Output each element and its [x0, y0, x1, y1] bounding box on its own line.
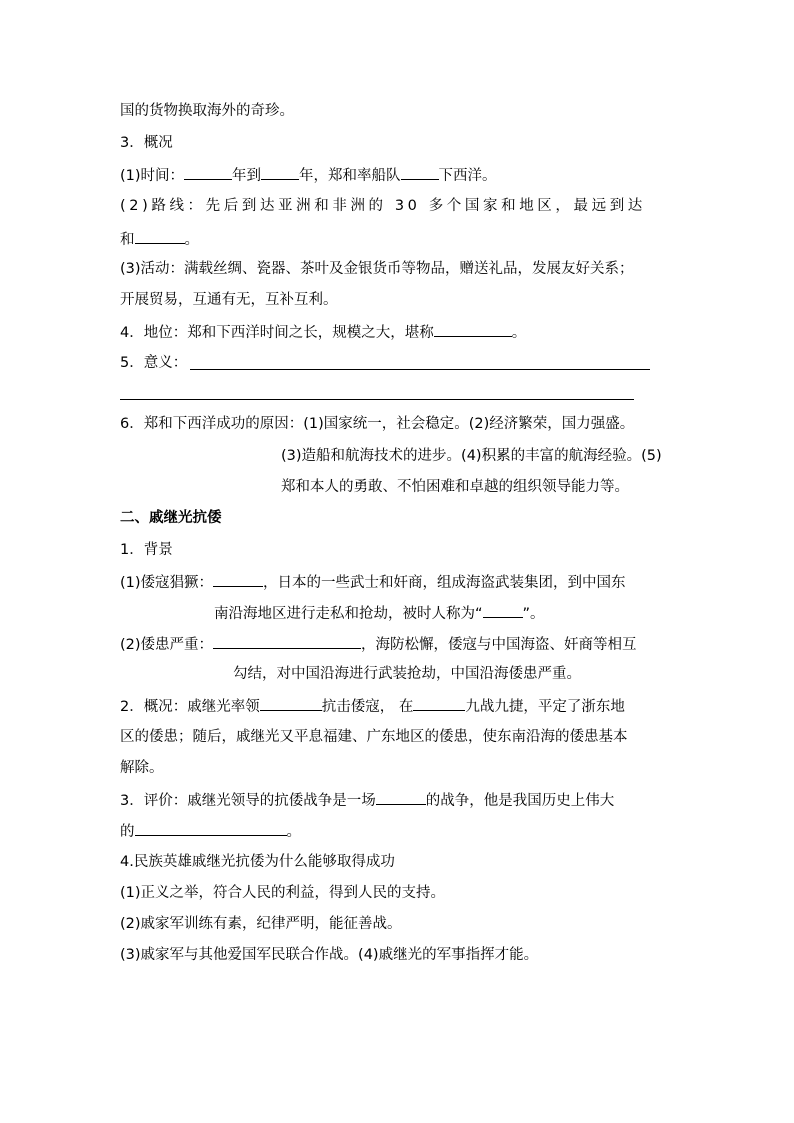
route-text-end: 。: [184, 232, 199, 248]
time-text-d: 下西洋。: [438, 168, 497, 184]
status-text: 4．地位：郑和下西洋时间之长，规模之大，堪称: [120, 325, 434, 341]
reasons-line-3: 郑和本人的勇敢、不怕困难和卓越的组织领导能力等。: [281, 479, 629, 495]
serious-text: ，海防松懈，倭寇与中国海盗、奸商等相互: [361, 637, 637, 653]
blank-serious-cause[interactable]: [213, 633, 361, 649]
blank-hero-title[interactable]: [135, 820, 287, 836]
intro-tail-text: 国的货物换取海外的奇珍。: [120, 103, 294, 119]
background-p2-line-2: 勾结，对中国沿海进行武装抢劫，中国沿海倭患严重。: [233, 666, 581, 682]
overview-line-3: 解除。: [120, 760, 164, 776]
overview-text-c: 九战九捷，平定了浙东地: [465, 699, 625, 715]
pirates-text-2: 南沿海地区进行走私和抢劫，被时人称为“: [214, 606, 483, 622]
blank-end-year[interactable]: [261, 164, 299, 180]
success-reason-2: (2)戚家军训练有素，纪律严明，能征善战。: [120, 916, 402, 932]
blank-pirates-time[interactable]: [213, 571, 263, 587]
route-line-1: [120, 196, 675, 216]
background-p1-line-1: [120, 571, 626, 593]
blank-army-name[interactable]: [260, 695, 322, 711]
blank-battle-place[interactable]: [413, 695, 465, 711]
background-heading: 1．背景: [120, 542, 173, 558]
evaluation-text-c: 的: [120, 824, 135, 840]
evaluation-text-end: 。: [286, 824, 301, 840]
time-text-b: 年到: [232, 168, 262, 184]
overview-line-1: [120, 695, 625, 717]
significance-answer-line-2[interactable]: [120, 399, 634, 400]
activity-line-2: 开展贸易，互通有无，互补互利。: [120, 292, 338, 308]
evaluation-line-1: [120, 789, 614, 811]
significance-label: 5．意义：: [120, 355, 188, 371]
time-text-c: 年，郑和率船队: [299, 168, 401, 184]
pirates-text: ，日本的一些武士和奸商，组成海盗武装集团，到中国东: [263, 575, 626, 591]
route-line-2: [120, 228, 199, 250]
evaluation-text-b: 的战争，他是我国历史上伟大: [425, 793, 615, 809]
route-text: (2)路线：先后到达亚洲和非洲的 30 多个国家和地区，最远到达: [120, 198, 646, 214]
blank-status-title[interactable]: [434, 321, 512, 337]
serious-label: (2)倭患严重：: [120, 637, 214, 653]
status-end: 。: [511, 325, 527, 341]
background-p2-line-1: [120, 633, 637, 655]
overview-text-a: 2．概况：戚继光率领: [120, 699, 260, 715]
success-reason-1: (1)正义之举，符合人民的利益，得到人民的支持。: [120, 885, 446, 901]
blank-start-year[interactable]: [184, 164, 232, 180]
overview-line-2: 区的倭患；随后，戚继光又平息福建、广东地区的倭患，使东南沿海的倭患基本: [120, 729, 628, 745]
evaluation-line-2: [120, 820, 301, 842]
significance-answer-line-1[interactable]: [190, 369, 650, 370]
status-line: [120, 321, 526, 343]
evaluation-text-a: 3．评价：戚继光领导的抗倭战争是一场: [120, 793, 376, 809]
part-2-title: 二、戚继光抗倭: [120, 510, 222, 526]
overview-text-b: 抗击倭寇， 在: [321, 699, 414, 715]
blank-voyage-count[interactable]: [401, 164, 439, 180]
time-line: [120, 164, 497, 186]
reasons-line-2: (3)造船和航海技术的进步。(4)积累的丰富的航海经验。(5): [281, 448, 662, 464]
blank-war-nature[interactable]: [376, 789, 426, 805]
route-text-and: 和: [120, 232, 135, 248]
pirates-label: (1)倭寇猖獗：: [120, 575, 214, 591]
activity-line-1: (3)活动：满载丝绸、瓷器、茶叶及金银货币等物品，赠送礼品，发展友好关系；: [120, 261, 634, 277]
success-reasons-heading: 4.民族英雄戚继光抗倭为什么能够取得成功: [120, 854, 395, 870]
blank-pirates-name[interactable]: [483, 602, 523, 618]
section-3-heading: 3．概况: [120, 135, 173, 151]
pirates-text-end: ”。: [522, 606, 545, 622]
time-label: (1)时间：: [120, 168, 185, 184]
background-p1-line-2: [214, 602, 545, 624]
blank-farthest-place[interactable]: [135, 228, 185, 244]
success-reason-3: (3)戚家军与其他爱国军民联合作战。(4)戚继光的军事指挥才能。: [120, 947, 539, 963]
reasons-line-1: 6．郑和下西洋成功的原因：(1)国家统一，社会稳定。(2)经济繁荣，国力强盛。: [120, 416, 635, 432]
